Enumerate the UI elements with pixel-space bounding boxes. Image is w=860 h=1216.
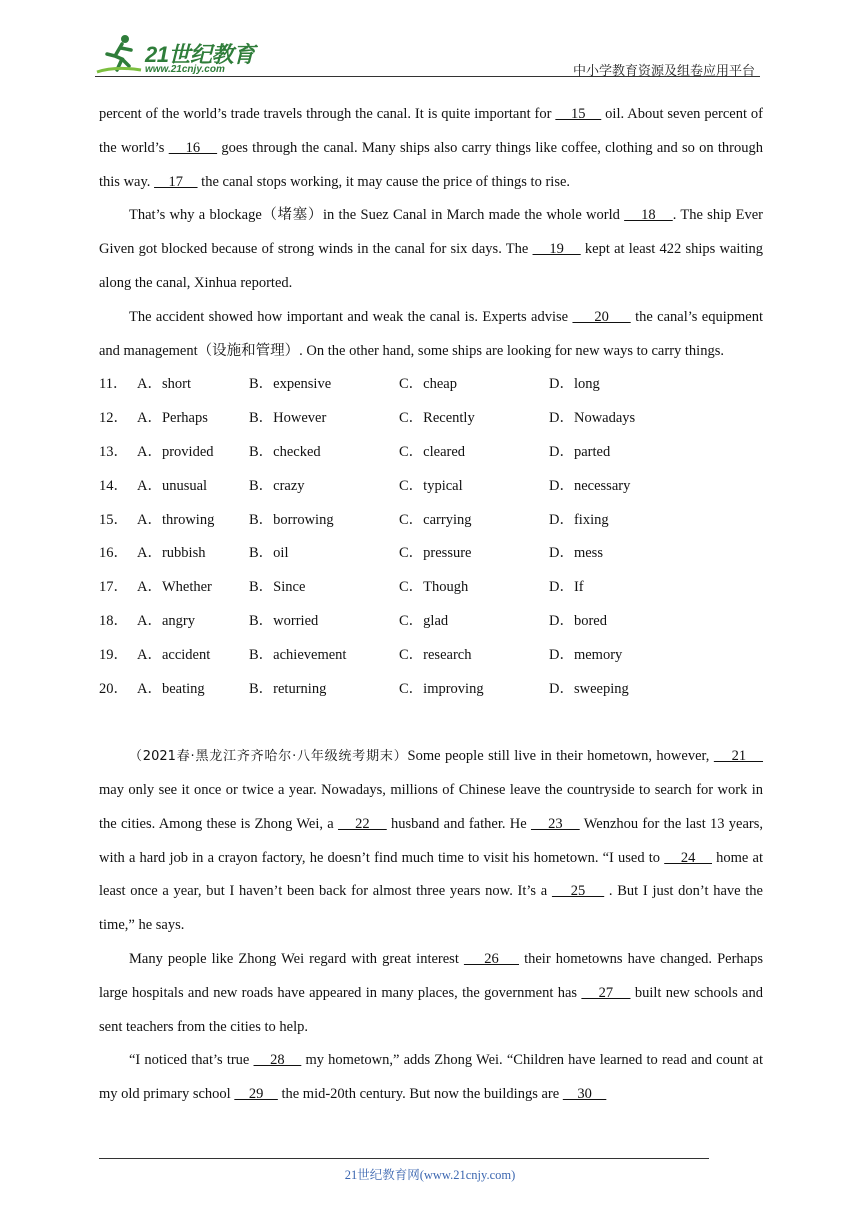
blank-25: 25 xyxy=(551,883,605,900)
blank-19: 19 xyxy=(532,241,581,258)
question-source: （2021春·黑龙江齐齐哈尔·八年级统考期末） xyxy=(129,749,408,765)
footer-divider xyxy=(99,1158,709,1159)
blank-27: 27 xyxy=(581,984,631,1001)
header-divider xyxy=(95,76,760,77)
blank-17: 17 xyxy=(154,173,198,190)
option-row-16: 16． A．rubbish B．oil C．pressure D．mess xyxy=(99,545,603,562)
blank-18: 18 xyxy=(624,207,673,224)
passage1-paragraph3: The accident showed how important and weak the canal is. Experts advise 20 the canal’s equipment and management（设施和管理）. On the other hand, some ships are looking for new ways to carry things. xyxy=(99,308,764,359)
platform-name: 中小学教育资源及组卷应用平台 xyxy=(572,64,755,79)
option-row-12: 12． A．Perhaps B．However C．Recently D．Nowadays xyxy=(99,410,636,427)
blank-23: 23 xyxy=(530,815,580,832)
runner-logo-icon xyxy=(95,32,143,78)
blank-20: 20 xyxy=(572,308,631,325)
option-row-13: 13． A．provided B．checked C．cleared D．parted xyxy=(99,443,611,460)
option-row-15: 15． A．throwing B．borrowing C．carrying D．fixing xyxy=(99,511,609,528)
logo-text: 21世纪教育 xyxy=(145,42,255,67)
document-body xyxy=(99,98,763,1112)
blank-24: 24 xyxy=(664,849,712,866)
logo xyxy=(95,32,265,78)
option-row-14: 14． A．unusual B．crazy C．typical D．necessary xyxy=(99,477,631,494)
blank-29: 29 xyxy=(234,1086,278,1103)
passage2-paragraph1: （2021春·黑龙江齐齐哈尔·八年级统考期末）Some people still live in their hometown, however, 21 may only see it once or twice a year. Nowadays, millions of Chinese leave the countryside to search for work in the cities. Among these is Zhong Wei, a 22 husband and father. He 23 Wenzhou for the last 13 years, with a hard job in a crayon factory, he doesn’t find much time to visit his hometown. “I used to 24 home at least once a year, but I haven’t been back for almost three years now. It’s a 25 . But I just don’t have the time,” he says. xyxy=(99,748,764,934)
blank-16: 16 xyxy=(168,139,218,156)
passage1-paragraph1: percent of the world’s trade travels through the canal. It is quite important for 15 oil. About seven percent of the world’s 16 goes through the canal. Many ships also carry things like coffee, clothing and so on through this way. 17 the canal stops working, it may cause the price of things to rise. xyxy=(99,106,764,190)
passage1-paragraph2: That’s why a blockage（堵塞）in the Suez Canal in March made the whole world 18 . The ship Ever Given got blocked because of strong winds in the canal for six days. The 19 kept at least 422 ships waiting along the canal, Xinhua reported. xyxy=(99,207,764,291)
blank-26: 26 xyxy=(463,950,519,967)
options-list xyxy=(99,368,763,706)
option-row-20: 20． A．beating B．returning C．improving D．sweeping xyxy=(99,680,629,697)
blank-28: 28 xyxy=(253,1052,302,1069)
blank-15: 15 xyxy=(555,106,602,122)
option-row-19: 19． A．accident B．achievement C．research D．memory xyxy=(99,646,623,663)
blank-22: 22 xyxy=(338,815,387,832)
passage2-paragraph3: “I noticed that’s true 28 my hometown,” adds Zhong Wei. “Children have learned to read and count at my old primary school 29 the mid-20th century. But now the buildings are 30 xyxy=(99,1052,763,1103)
passage2-paragraph2: Many people like Zhong Wei regard with great interest 26 their hometowns have changed. Perhaps large hospitals and new roads have appeared in many places, the government has 27 built new schools and sent teachers from the cities to help. xyxy=(99,950,763,1035)
page-header xyxy=(95,32,760,78)
section-spacer xyxy=(99,706,763,740)
footer-text: 21世纪教育网(www.21cnjy.com) xyxy=(344,1168,516,1182)
option-row-11: 11． A．short B．expensive C．cheap D．long xyxy=(99,376,600,393)
option-row-18: 18． A．angry B．worried C．glad D．bored xyxy=(99,612,607,629)
logo-url: www.21cnjy.com xyxy=(145,64,225,75)
blank-30: 30 xyxy=(562,1086,607,1103)
blank-21: 21 xyxy=(713,748,764,765)
option-row-17: 17． A．Whether B．Since C．Though D．If xyxy=(99,579,584,596)
